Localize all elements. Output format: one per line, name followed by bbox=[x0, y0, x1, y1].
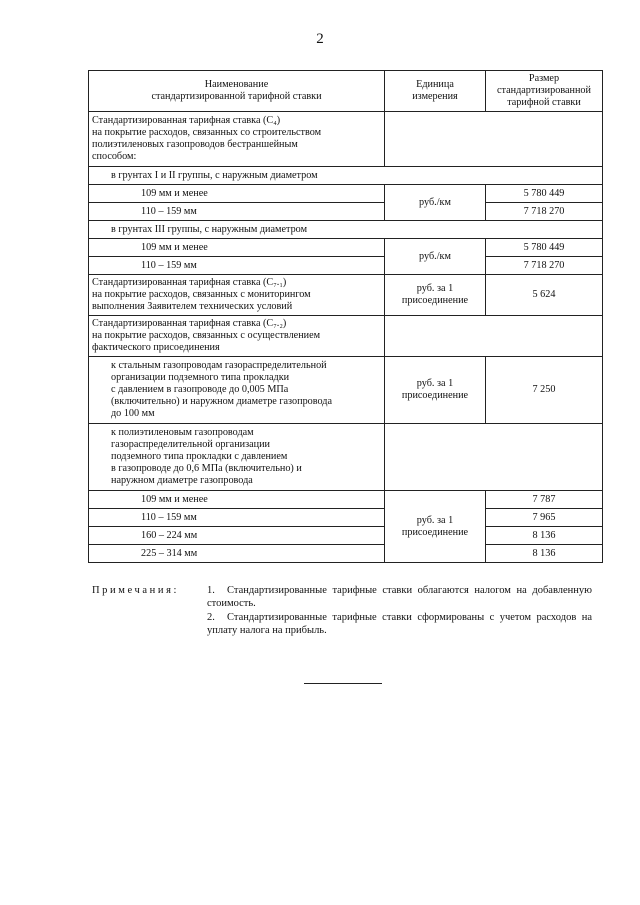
header-name bbox=[89, 71, 385, 112]
c72-title bbox=[89, 316, 385, 357]
empty-cell bbox=[385, 316, 603, 357]
c4-group3-row-value: 5 780 449 bbox=[486, 239, 603, 257]
c4-group1-row-name: 109 мм и менее bbox=[89, 185, 385, 203]
c72-title-line: на покрытие расходов, связанных с осуществлением bbox=[92, 330, 321, 341]
note-item bbox=[207, 584, 592, 610]
table-row bbox=[89, 257, 603, 275]
c71-unit-line: руб. за 1 bbox=[416, 283, 454, 294]
table-row bbox=[89, 316, 603, 357]
note-item bbox=[207, 611, 592, 637]
c4-title-line: полиэтиленовых газопроводов бестраншейным bbox=[92, 139, 298, 150]
header-unit-line: измерения bbox=[412, 91, 458, 102]
table-row bbox=[89, 491, 603, 509]
c72-poly-row-value: 8 136 bbox=[486, 545, 603, 563]
c72-title-line: фактического присоединения bbox=[92, 342, 220, 353]
c4-group1-row-value: 5 780 449 bbox=[486, 185, 603, 203]
tariff-table bbox=[88, 70, 603, 563]
c71-title bbox=[89, 275, 385, 316]
c72-poly-row-name: 225 – 314 мм bbox=[89, 545, 385, 563]
end-divider bbox=[304, 683, 382, 684]
c4-group3-row-value: 7 718 270 bbox=[486, 257, 603, 275]
c72-poly-row-value: 7 787 bbox=[486, 491, 603, 509]
notes-list bbox=[207, 584, 592, 638]
c4-group3-row-name: 109 мм и менее bbox=[89, 239, 385, 257]
c72-poly-row-value: 7 965 bbox=[486, 509, 603, 527]
c4-group3-row-name: 110 – 159 мм bbox=[89, 257, 385, 275]
empty-cell bbox=[385, 424, 603, 491]
c72-poly-row-value: 8 136 bbox=[486, 527, 603, 545]
table-header-row bbox=[89, 71, 603, 112]
table-row bbox=[89, 239, 603, 257]
empty-cell bbox=[385, 112, 603, 167]
note-number: 2. bbox=[207, 612, 215, 623]
table-row bbox=[89, 203, 603, 221]
c4-title bbox=[89, 112, 385, 167]
c72-poly-unit-line: руб. за 1 bbox=[416, 514, 454, 526]
c72-steel-label-line: до 100 мм bbox=[111, 408, 155, 419]
c71-value: 5 624 bbox=[486, 275, 603, 316]
header-value-line: Размер bbox=[528, 73, 560, 84]
c71-unit bbox=[385, 275, 486, 316]
notes-label: Примечания: bbox=[92, 585, 180, 596]
c72-steel-unit bbox=[385, 357, 486, 424]
c72-steel-label-line: к стальным газопроводам газораспределительной bbox=[111, 360, 327, 371]
note-number: 1. bbox=[207, 585, 215, 596]
header-unit-line: Единица bbox=[416, 79, 454, 90]
header-name-line: Наименование bbox=[204, 79, 269, 90]
c4-group1-label: в грунтах I и II группы, с наружным диаметром bbox=[89, 167, 603, 185]
c71-unit-line: присоединение bbox=[401, 295, 469, 306]
table-row bbox=[89, 545, 603, 563]
table-row bbox=[89, 112, 603, 167]
c4-title-line: на покрытие расходов, связанных со строительством bbox=[92, 127, 322, 138]
header-value-line: тарифной ставки bbox=[507, 97, 581, 108]
c72-poly-label-line: наружном диаметре газопровода bbox=[111, 475, 253, 486]
table-row bbox=[89, 424, 603, 491]
c72-title-line: Стандартизированная тарифная ставка (С₇.₂) bbox=[92, 318, 287, 329]
c72-steel-label bbox=[89, 357, 385, 424]
c4-title-line: способом: bbox=[92, 151, 137, 162]
note-text: Стандартизированные тарифные ставки сформированы с учетом расходов на уплату налога на прибыль. bbox=[207, 612, 592, 636]
c4-group3-label: в грунтах III группы, с наружным диаметром bbox=[89, 221, 603, 239]
c4-title-line: Стандартизированная тарифная ставка (С₄) bbox=[92, 115, 281, 126]
c72-poly-unit bbox=[385, 491, 486, 563]
table-row bbox=[89, 167, 603, 185]
c72-steel-label-line: с давлением в газопроводе до 0,005 МПа bbox=[111, 384, 289, 395]
c72-poly-row-name: 109 мм и менее bbox=[89, 491, 385, 509]
c72-poly-label-line: подземного типа прокладки с давлением bbox=[111, 451, 288, 462]
table-row bbox=[89, 275, 603, 316]
c72-poly-label-line: в газопроводе до 0,6 МПа (включительно) и bbox=[111, 463, 302, 474]
table-row bbox=[89, 357, 603, 424]
c72-steel-unit-line: присоединение bbox=[401, 390, 469, 401]
page-number: 2 bbox=[316, 31, 324, 47]
header-value-line: стандартизированной bbox=[497, 85, 591, 96]
c72-poly-row-name: 110 – 159 мм bbox=[89, 509, 385, 527]
table-row bbox=[89, 509, 603, 527]
c72-steel-value: 7 250 bbox=[486, 357, 603, 424]
header-unit bbox=[385, 71, 486, 112]
header-name-line: стандартизированной тарифной ставки bbox=[151, 91, 322, 102]
c72-poly-label bbox=[89, 424, 385, 491]
c4-group3-unit: руб./км bbox=[385, 239, 486, 275]
header-value bbox=[486, 71, 603, 112]
c72-steel-label-line: организации подземного типа прокладки bbox=[111, 372, 290, 383]
c4-group1-row-value: 7 718 270 bbox=[486, 203, 603, 221]
c4-group1-row-name: 110 – 159 мм bbox=[89, 203, 385, 221]
c72-steel-unit-line: руб. за 1 bbox=[416, 378, 454, 389]
c71-title-line: на покрытие расходов, связанных с мониторингом bbox=[92, 289, 311, 300]
table-row bbox=[89, 185, 603, 203]
note-text: Стандартизированные тарифные ставки облагаются налогом на добавленную стоимость. bbox=[207, 585, 592, 609]
c72-poly-row-name: 160 – 224 мм bbox=[89, 527, 385, 545]
c72-steel-label-line: (включительно) и наружном диаметре газопровода bbox=[111, 396, 333, 407]
c4-group1-unit: руб./км bbox=[385, 185, 486, 221]
c71-title-line: выполнения Заявителем технических условий bbox=[92, 301, 293, 312]
table-row bbox=[89, 221, 603, 239]
c71-title-line: Стандартизированная тарифная ставка (С₇.₁) bbox=[92, 277, 287, 288]
table-row bbox=[89, 527, 603, 545]
c72-poly-unit-line: присоединение bbox=[401, 526, 469, 538]
c72-poly-label-line: газораспределительной организации bbox=[111, 439, 271, 450]
c72-poly-label-line: к полиэтиленовым газопроводам bbox=[111, 427, 254, 438]
